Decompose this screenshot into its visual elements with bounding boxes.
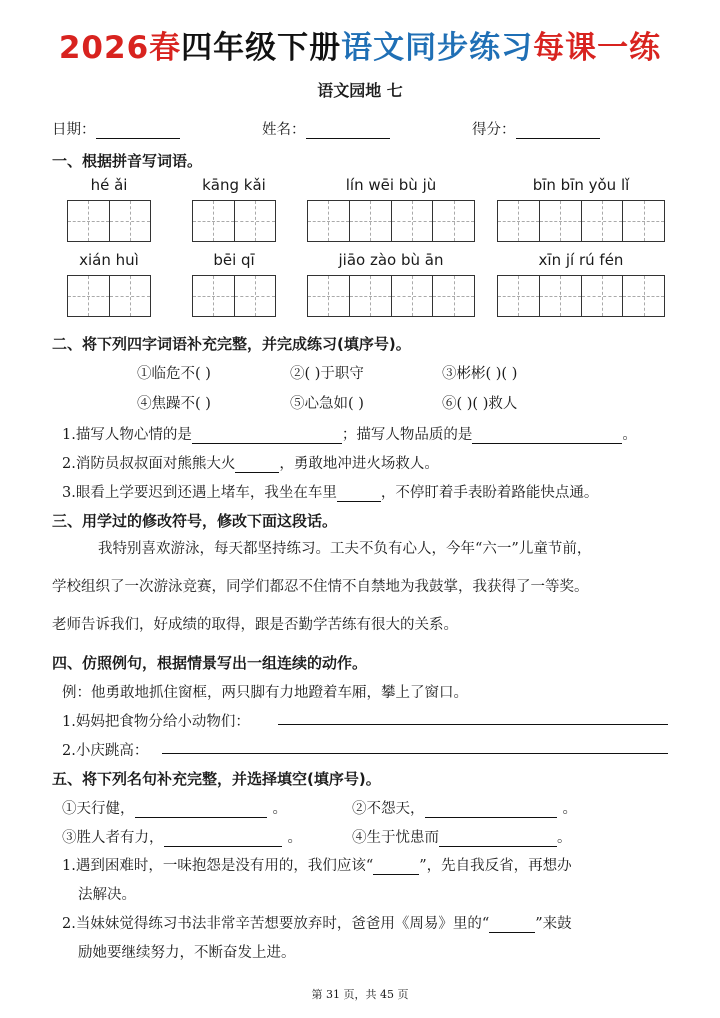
quote-1 [62, 797, 287, 818]
answer-blank[interactable] [164, 832, 282, 847]
question-text: 2.当妹妹觉得练习书法非常辛苦想要放弃时，爸爸用《周易》里的“ [62, 916, 490, 932]
writing-grid[interactable] [307, 200, 475, 242]
title-subject: 语文同步练习 [341, 30, 534, 66]
score-label: 得分： [472, 122, 516, 138]
quote-text: 。 [272, 801, 287, 817]
writing-grid[interactable] [192, 200, 276, 242]
question-2-2 [62, 452, 439, 473]
pinyin-label: bēi qī [213, 251, 255, 269]
idiom-item: ④焦躁不( ) [137, 396, 211, 412]
pinyin-label: hé ǎi [90, 176, 128, 194]
quote-text: ③胜人者有力， [62, 830, 164, 846]
quote-4 [352, 826, 572, 847]
answer-blank[interactable] [135, 803, 267, 818]
writing-grid[interactable] [67, 275, 151, 317]
section5-heading: 五、将下列名句补充完整，并选择填空(填序号)。 [52, 770, 381, 788]
answer-blank[interactable] [489, 918, 535, 933]
answer-blank[interactable] [472, 429, 622, 444]
paragraph-line: 学校组织了一次游泳竞赛，同学们都忍不住情不自禁地为我鼓掌，我获得了一等奖。 [52, 579, 589, 595]
question-5-1-cont: 法解决。 [78, 887, 136, 903]
answer-blank[interactable] [337, 487, 381, 502]
quote-2 [352, 797, 577, 818]
page-number: 第 31 页，共 45 页 [311, 988, 409, 1001]
name-blank[interactable] [306, 124, 390, 139]
pinyin-label: xīn jí rú fén [538, 251, 624, 269]
quote-text: 。 [287, 830, 302, 846]
question-text: ”，先自我反省，再想办 [419, 858, 572, 874]
writing-grid[interactable] [192, 275, 276, 317]
question-4-2: 2.小庆跳高： [62, 743, 149, 759]
pinyin-label: xián huì [79, 251, 139, 269]
writing-grid[interactable] [67, 200, 151, 242]
section2-heading: 二、将下列四字词语补充完整，并完成练习(填序号)。 [52, 335, 411, 353]
idiom-item: ⑥( )( )救人 [442, 396, 518, 412]
question-text: 1.遇到困难时，一味抱怨是没有用的，我们应该“ [62, 858, 374, 874]
idiom-item: ①临危不( ) [137, 366, 211, 382]
edit-paragraph [52, 530, 672, 644]
question-5-1 [62, 854, 572, 875]
title-year: 2026春 [58, 30, 182, 66]
writing-grid[interactable] [307, 275, 475, 317]
section1-heading: 一、根据拼音写词语。 [52, 152, 203, 170]
name-label: 姓名： [262, 122, 306, 138]
paragraph-line: 我特别喜欢游泳，每天都坚持练习。工夫不负有心人，今年“六一”儿童节前， [98, 541, 592, 557]
idiom-item: ③彬彬( )( ) [442, 366, 518, 382]
date-label: 日期： [52, 122, 96, 138]
name-field [262, 118, 390, 139]
score-blank[interactable] [516, 124, 600, 139]
writing-grid[interactable] [497, 200, 665, 242]
answer-blank[interactable] [192, 429, 342, 444]
quote-text: ①天行健， [62, 801, 135, 817]
question-text: ；描写人物品质的是 [341, 427, 473, 443]
answer-blank[interactable] [373, 860, 419, 875]
paragraph-line: 老师告诉我们，好成绩的取得，跟是否勤学苦练有很大的关系。 [52, 617, 458, 633]
answer-blank[interactable] [235, 458, 279, 473]
quote-text: 。 [557, 830, 572, 846]
question-text: 2.消防员叔叔面对熊熊大火 [62, 456, 236, 472]
pinyin-label: lín wēi bù jù [345, 176, 437, 194]
date-field [52, 118, 180, 139]
pinyin-label: kāng kǎi [202, 176, 266, 194]
section4-heading: 四、仿照例句，根据情景写出一组连续的动作。 [52, 654, 368, 672]
score-field [472, 118, 600, 139]
pinyin-label: bīn bīn yǒu lǐ [532, 176, 630, 194]
idiom-item: ②( )于职守 [290, 366, 364, 382]
question-text: 。 [622, 427, 637, 443]
question-text: ”来鼓 [535, 916, 572, 932]
writing-grid[interactable] [497, 275, 665, 317]
answer-line[interactable] [278, 724, 668, 725]
question-text: 1.描写人物心情的是 [62, 427, 192, 443]
question-2-3 [62, 481, 598, 502]
date-blank[interactable] [96, 124, 180, 139]
question-5-2-cont: 励她要继续努力，不断奋发上进。 [78, 945, 296, 961]
question-5-2 [62, 912, 572, 933]
section3-heading: 三、用学过的修改符号，修改下面这段话。 [52, 512, 338, 530]
question-2-1 [62, 423, 637, 444]
title-grade: 四年级下册 [181, 30, 342, 66]
question-text: ，勇敢地冲进火场救人。 [279, 456, 439, 472]
quote-text: ④生于忧患而 [352, 830, 439, 846]
lesson-subtitle: 语文园地 七 [317, 81, 403, 100]
example-sentence: 例：他勇敢地抓住窗框，两只脚有力地蹬着车厢，攀上了窗口。 [62, 685, 468, 701]
quote-text: 。 [562, 801, 577, 817]
title-each-lesson: 每课一练 [533, 30, 662, 66]
page-title [0, 22, 720, 67]
question-4-1: 1.妈妈把食物分给小动物们： [62, 714, 250, 730]
answer-line[interactable] [162, 753, 668, 754]
question-text: ，不停盯着手表盼着路能快点通。 [380, 485, 599, 501]
pinyin-label: jiāo zào bù ān [338, 251, 444, 269]
answer-blank[interactable] [425, 803, 557, 818]
quote-3 [62, 826, 302, 847]
answer-blank[interactable] [439, 832, 557, 847]
quote-text: ②不怨天， [352, 801, 425, 817]
question-text: 3.眼看上学要迟到还遇上堵车，我坐在车里 [62, 485, 337, 501]
idiom-item: ⑤心急如( ) [290, 396, 364, 412]
